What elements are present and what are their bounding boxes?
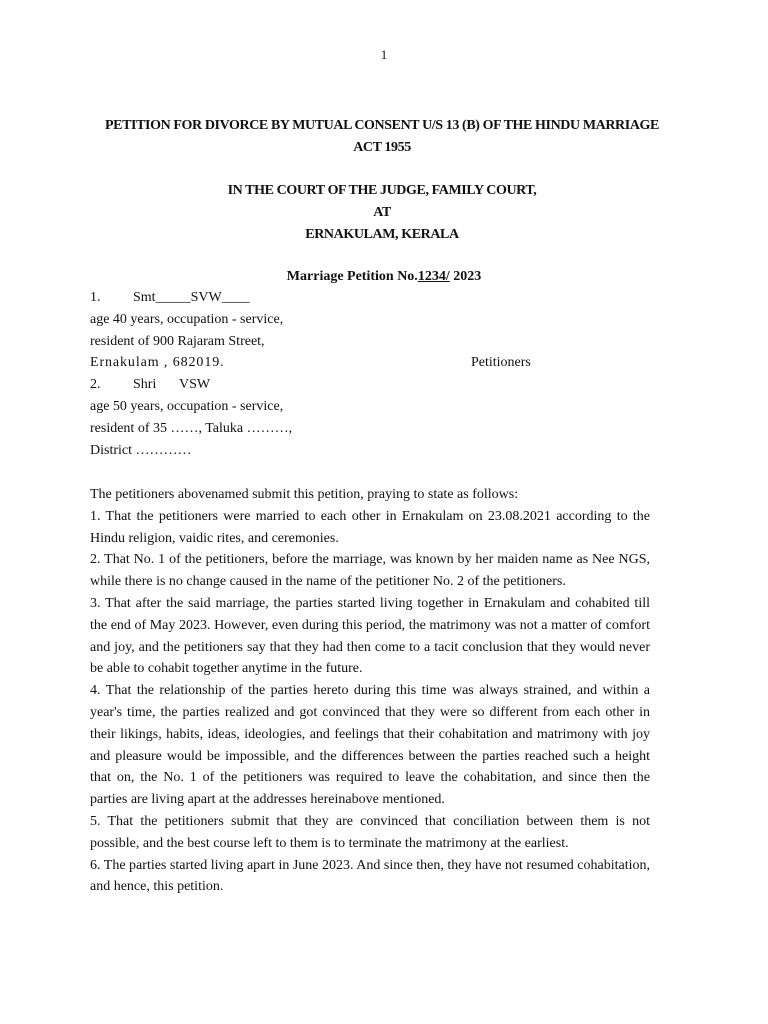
page-number: 1 xyxy=(380,47,388,62)
petition-number-value: 1234/ xyxy=(417,269,450,284)
paragraph-3: 3. That after the said marriage, the parties started living together in Ernakulam and cohabited till the end of May 2023. However, even during this period, the matrimony was not a matter of comfort and joy, and the petitioners say that they had then come to a tacit conclusion that they would never be able to cohabit together anytime in the future. xyxy=(90,595,650,677)
paragraph-4: 4. That the relationship of the parties hereto during this time was always strained, and within a year's time, the parties realized and got convinced that they were so different from each other in their likings, habits, ideas, ideologies, and feelings that their cohabitation and matrimony with joy and pleasure would be impossible, and the differences between the parties reached such a height that on, the No. 1 of the petitioners was required to leave the cohabitation, and since then the parties are living apart at the addresses hereinabove mentioned. xyxy=(90,683,650,808)
paragraph-1: 1. That the petitioners were married to each other in Ernakulam on 23.08.2021 according to the Hindu religion, vaidic rites, and ceremonies. xyxy=(90,508,650,546)
intro-paragraph: The petitioners abovenamed submit this petition, praying to state as follows: xyxy=(90,487,519,502)
petitioner-1-age: age 40 years, occupation - service, xyxy=(90,311,284,327)
petitioner-2-name: VSW xyxy=(179,377,211,393)
petition-number-year: 2023 xyxy=(449,269,482,284)
court-line-2: AT xyxy=(373,205,391,220)
parties-block xyxy=(90,287,650,461)
petition-number-heading xyxy=(0,267,768,287)
petitioners-role-label: Petitioners xyxy=(471,355,531,371)
petitioner-2-index: 2. xyxy=(90,377,101,393)
court-line-1: IN THE COURT OF THE JUDGE, FAMILY COURT, xyxy=(227,183,537,198)
petitioner-2-district: District ………… xyxy=(90,442,192,458)
petition-body xyxy=(90,484,650,898)
petitioner-1-city-line xyxy=(90,352,650,374)
title-line-2: ACT 1955 xyxy=(353,140,411,155)
document-title xyxy=(90,115,674,159)
court-heading xyxy=(90,180,674,246)
petitioner-1-city: Ernakulam , 682019. xyxy=(90,355,225,371)
paragraph-5: 5. That the petitioners submit that they are convinced that conciliation between them is not possible, and the best course left to them is to terminate the matrimony at the earliest. xyxy=(90,813,650,851)
paragraph-2: 2. That No. 1 of the petitioners, before the marriage, was known by her maiden name as Nee NGS, while there is no change caused in the name of the petitioner No. 2 of the petitioners. xyxy=(90,552,650,590)
paragraph-6: 6. The parties started living apart in June 2023. And since then, they have not resumed cohabitation, and hence, this petition. xyxy=(90,857,650,895)
petitioner-2-age: age 50 years, occupation - service, xyxy=(90,398,284,414)
petitioner-1-name: Smt_____SVW____ xyxy=(133,290,250,305)
petitioner-1-name-line xyxy=(90,287,650,309)
title-line-1: PETITION FOR DIVORCE BY MUTUAL CONSENT U/S 13 (B) OF THE HINDU MARRIAGE xyxy=(105,118,659,133)
petitioner-2-address: resident of 35 ……, Taluka ………, xyxy=(90,420,293,436)
petitioner-2-name-line xyxy=(90,374,650,396)
petitioner-2-title: Shri xyxy=(133,377,157,393)
petitioner-1-index: 1. xyxy=(90,290,101,305)
court-line-3: ERNAKULAM, KERALA xyxy=(305,227,459,242)
petitioner-1-address: resident of 900 Rajaram Street, xyxy=(90,333,265,349)
petition-number-label: Marriage Petition No. xyxy=(286,269,418,284)
